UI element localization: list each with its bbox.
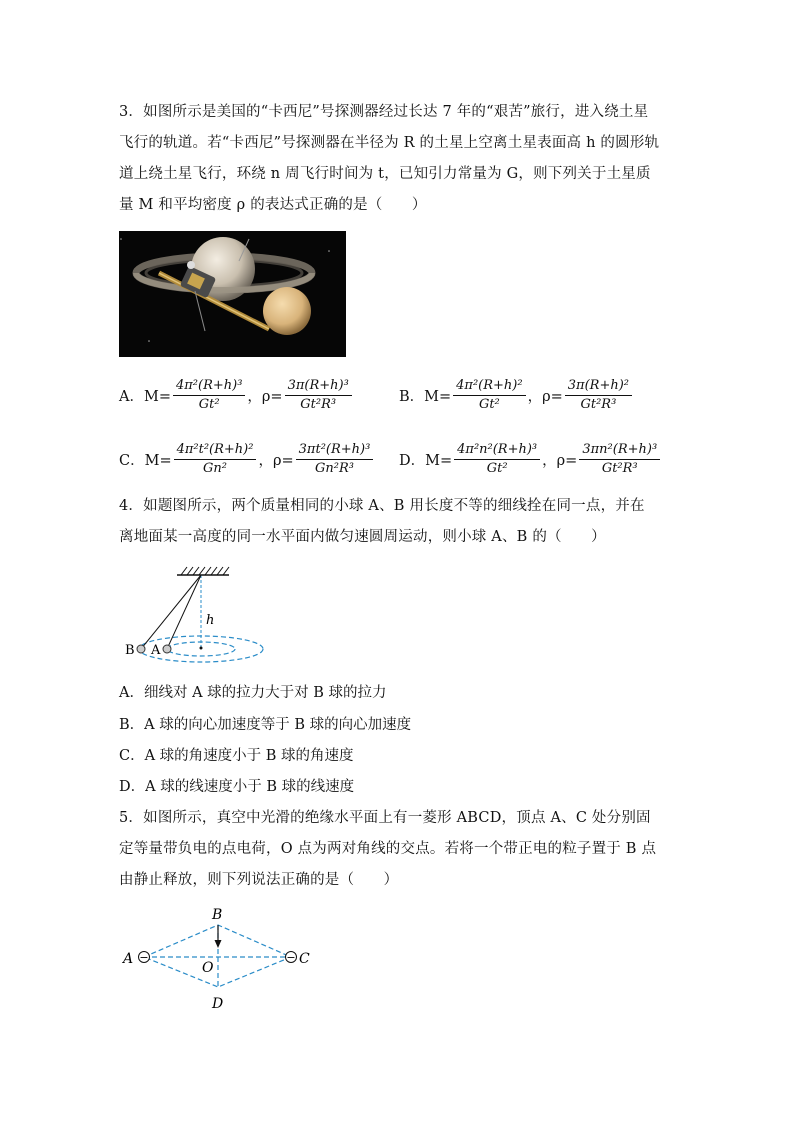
q4-option-c[interactable]: C．A 球的角速度小于 B 球的角速度 (119, 748, 354, 764)
center-o: O (202, 960, 214, 976)
q3-a-rho-label: ，ρ= (247, 389, 283, 405)
cassini-saturn-image (119, 231, 346, 357)
vertex-b: B (212, 907, 223, 923)
charge-a-sign: − (139, 951, 149, 964)
q3-d-m-fraction (454, 442, 540, 477)
q3-a-r-num: 3π(R+h)³ (285, 378, 352, 396)
cassini-illustration (119, 231, 346, 357)
q3-a-r-den: Gt²R³ (300, 397, 337, 412)
q4-line-2: 离地面某一高度的同一水平面内做匀速圆周运动，则小球 A、B 的（ ） (119, 529, 606, 545)
q3-option-c-label: C．M= (119, 453, 172, 469)
q4-line-1: 4．如题图所示，两个质量相同的小球 A、B 用长度不等的细线拴在同一点，并在 (119, 498, 645, 514)
q3-line-3: 道上绕土星飞行，环绕 n 周飞行时间为 t，已知引力常量为 G，则下列关于土星质 (119, 166, 651, 182)
q3-option-d[interactable] (399, 442, 662, 477)
q3-d-rho-label: ，ρ= (542, 453, 578, 469)
conical-pendulum-figure (119, 562, 279, 672)
q3-a-m-num: 4π²(R+h)³ (173, 378, 245, 396)
q3-b-m-fraction (453, 378, 525, 413)
q3-line-2: 飞行的轨道。若“卡西尼”号探测器在半径为 R 的土星上空离土星表面高 h 的圆形轨 (119, 135, 660, 151)
q3-d-r-den: Gt²R³ (601, 461, 638, 476)
q3-option-c[interactable] (119, 442, 375, 477)
q3-b-m-den: Gt² (478, 397, 500, 412)
vertex-c: C (299, 951, 310, 967)
q3-d-rho-fraction (579, 442, 660, 477)
question-4-stem (119, 491, 679, 553)
label-b: B (125, 643, 135, 658)
q3-b-r-den: Gt²R³ (580, 397, 617, 412)
q3-a-m-fraction (173, 378, 245, 413)
q3-c-m-den: Gn² (203, 461, 228, 476)
q3-c-r-num: 3πt²(R+h)³ (296, 442, 374, 460)
q3-option-b[interactable] (399, 378, 634, 413)
q3-d-m-den: Gt² (486, 461, 508, 476)
charge-c-sign: − (286, 951, 296, 964)
q5-line-3: 由静止释放，则下列说法正确的是（ ） (119, 872, 399, 888)
q4-option-d[interactable]: D．A 球的线速度小于 B 球的线速度 (119, 779, 355, 795)
q5-line-2: 定等量带负电的点电荷，O 点为两对角线的交点。若将一个带正电的粒子置于 B 点 (119, 841, 657, 857)
q3-c-m-fraction (174, 442, 257, 477)
q3-b-r-num: 3π(R+h)² (565, 378, 632, 396)
q3-c-r-den: Gn²R³ (315, 461, 354, 476)
q3-d-m-num: 4π²n²(R+h)³ (454, 442, 540, 460)
q3-line-4: 量 M 和平均密度 ρ 的表达式正确的是（ ） (119, 197, 427, 213)
q3-b-rho-label: ，ρ= (527, 389, 563, 405)
q5-line-1: 5．如图所示，真空中光滑的绝缘水平面上有一菱形 ABCD，顶点 A、C 处分别固 (119, 810, 651, 826)
q3-a-m-den: Gt² (198, 397, 220, 412)
label-a: A (151, 643, 161, 658)
label-h: h (206, 613, 215, 628)
q4-option-b[interactable]: B．A 球的向心加速度等于 B 球的向心加速度 (119, 717, 412, 733)
question-5-stem (119, 803, 679, 896)
q3-option-d-label: D．M= (399, 453, 453, 469)
vertex-d: D (212, 996, 224, 1012)
q4-option-a[interactable]: A．细线对 A 球的拉力大于对 B 球的拉力 (119, 685, 387, 701)
q3-c-rho-fraction (296, 442, 374, 477)
question-3-stem (119, 97, 679, 221)
q3-c-rho-label: ，ρ= (258, 453, 294, 469)
vertex-a: A (123, 951, 134, 967)
q3-option-a[interactable] (119, 378, 354, 413)
q3-a-rho-fraction (285, 378, 352, 413)
q3-line-1: 3．如图所示是美国的“卡西尼”号探测器经过长达 7 年的“艰苦”旅行，进入绕土星 (119, 104, 649, 120)
q3-b-m-num: 4π²(R+h)² (453, 378, 525, 396)
q3-b-rho-fraction (565, 378, 632, 413)
rhombus-charge-figure (119, 900, 329, 1020)
q3-d-r-num: 3πn²(R+h)³ (579, 442, 660, 460)
q3-option-b-label: B．M= (399, 389, 452, 405)
q3-c-m-num: 4π²t²(R+h)² (174, 442, 257, 460)
q3-option-a-label: A．M= (119, 389, 171, 405)
